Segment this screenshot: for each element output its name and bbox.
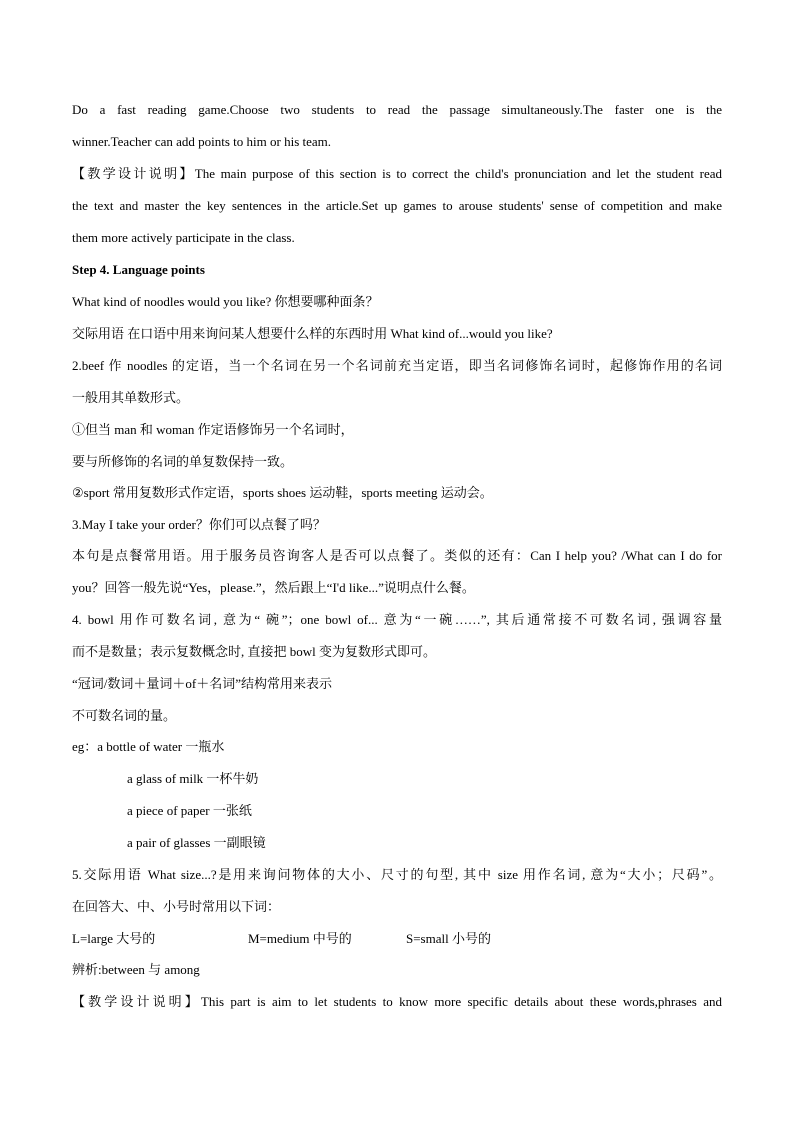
size-medium: M=medium 中号的: [248, 931, 352, 946]
paragraph-line: ②sport 常用复数形式作定语，sports shoes 运动鞋，sports meeting 运动会。: [72, 485, 493, 500]
paragraph-line: 本句是点餐常用语。用于服务员咨询客人是否可以点餐了。类似的还有：Can I help you? /What can I do for: [72, 548, 722, 563]
paragraph-line: 4. bowl 用作可数名词, 意为“ 碗”；one bowl of... 意为“一碗……”, 其后通常接不可数名词, 强调容量: [72, 612, 722, 627]
paragraph-line: 辨析:between 与 among: [72, 962, 200, 977]
paragraph-line: 一般用其单数形式。: [72, 390, 190, 405]
size-large: L=large 大号的: [72, 931, 156, 946]
paragraph-line: 3.May I take your order？你们可以点餐了吗？: [72, 517, 326, 532]
paragraph-line: 交际用语 在口语中用来询问某人想要什么样的东西时用 What kind of...would you like?: [72, 326, 553, 341]
example-line: eg：a bottle of water 一瓶水: [72, 739, 225, 754]
example-line: a piece of paper 一张纸: [127, 803, 252, 818]
design-note-line: 【教学设计说明】The main purpose of this section is to correct the child's pronunciation and let the student read: [72, 166, 722, 181]
paragraph-line: “冠词/数词＋量词＋of＋名词”结构常用来表示: [72, 676, 332, 691]
paragraph-line: 2.beef 作 noodles 的定语，当一个名词在另一个名词前充当定语，即当名词修饰名词时，起修饰作用的名词: [72, 358, 722, 373]
paragraph-line: 要与所修饰的名词的单复数保持一致。: [72, 454, 294, 469]
paragraph-line: winner.Teacher can add points to him or his team.: [72, 134, 332, 149]
paragraph-line: What kind of noodles would you like? 你想要哪种面条？: [72, 294, 379, 309]
paragraph-line: you？回答一般先说“Yes，please.”，然后跟上“I'd like...”说明点什么餐。: [72, 580, 475, 595]
paragraph-line: them more actively participate in the class.: [72, 230, 295, 245]
section-heading: Step 4. Language points: [72, 262, 205, 277]
paragraph-line: 5.交际用语 What size...?是用来询问物体的大小、尺寸的句型, 其中 size 用作名词, 意为“大小；尺码”。: [72, 867, 722, 882]
paragraph-line: the text and master the key sentences in the article.Set up games to arouse students' sense of competition and make: [72, 198, 722, 213]
paragraph-line: Do a fast reading game.Choose two students to read the passage simultaneously.The faster one is the: [72, 102, 722, 117]
size-small: S=small 小号的: [406, 931, 491, 946]
example-line: a glass of milk 一杯牛奶: [127, 771, 259, 786]
paragraph-line: ①但当 man 和 woman 作定语修饰另一个名词时，: [72, 422, 354, 437]
paragraph-line: 在回答大、中、小号时常用以下词：: [72, 899, 281, 914]
paragraph-line: 不可数名词的量。: [72, 708, 177, 723]
design-note-line: 【教学设计说明】This part is aim to let students to know more specific details about these words,phrases and: [72, 994, 722, 1009]
example-line: a pair of glasses 一副眼镜: [127, 835, 266, 850]
paragraph-line: 而不是数量；表示复数概念时, 直接把 bowl 变为复数形式即可。: [72, 644, 437, 659]
